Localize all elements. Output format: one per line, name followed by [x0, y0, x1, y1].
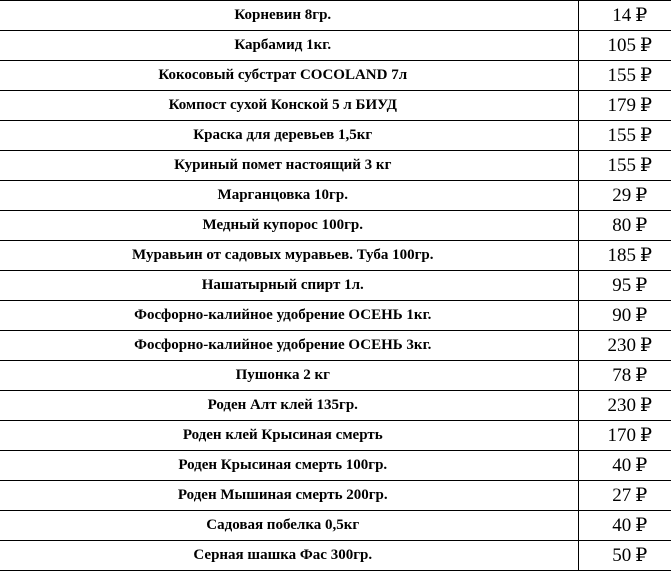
currency-symbol: ₽: [635, 545, 648, 566]
price-value: 40: [612, 515, 632, 536]
currency-symbol: ₽: [639, 395, 653, 416]
price-value: 90: [612, 305, 632, 326]
price-value: 170: [607, 425, 636, 446]
product-price-cell: [578, 91, 671, 121]
currency-symbol: ₽: [635, 275, 648, 296]
product-price-cell: [578, 271, 671, 301]
price-value: 50: [612, 545, 632, 566]
table-row: [0, 421, 671, 451]
product-price-cell: [578, 1, 671, 31]
product-name: Фосфорно-калийное удобрение ОСЕНЬ 3кг.: [0, 331, 578, 361]
currency-symbol: ₽: [639, 125, 653, 146]
product-name: Пушонка 2 кг: [0, 361, 578, 391]
table-row: [0, 301, 671, 331]
product-name: Краска для деревьев 1,5кг: [0, 121, 578, 151]
price-value: 29: [612, 185, 632, 206]
product-name: Роден Крысиная смерть 100гр.: [0, 451, 578, 481]
product-price-cell: [578, 151, 671, 181]
product-name: Куриный помет настоящий 3 кг: [0, 151, 578, 181]
price-value: 80: [612, 215, 632, 236]
currency-symbol: ₽: [639, 335, 653, 356]
price-value: 155: [607, 65, 636, 86]
table-row: [0, 541, 671, 571]
price-value: 155: [607, 155, 636, 176]
table-row: [0, 481, 671, 511]
price-value: 230: [607, 395, 636, 416]
product-name: Карбамид 1кг.: [0, 31, 578, 61]
price-value: 105: [607, 35, 636, 56]
currency-symbol: ₽: [635, 515, 648, 536]
product-price-cell: [578, 391, 671, 421]
currency-symbol: ₽: [635, 485, 648, 506]
table-row: [0, 391, 671, 421]
table-row: [0, 91, 671, 121]
table-row: [0, 511, 671, 541]
price-value: 27: [612, 485, 632, 506]
table-row: [0, 61, 671, 91]
product-name: Роден Мышиная смерть 200гр.: [0, 481, 578, 511]
product-price-cell: [578, 481, 671, 511]
product-name: Марганцовка 10гр.: [0, 181, 578, 211]
table-row: [0, 211, 671, 241]
product-price-cell: [578, 241, 671, 271]
table-row: [0, 331, 671, 361]
price-value: 230: [607, 335, 636, 356]
currency-symbol: ₽: [639, 245, 653, 266]
currency-symbol: ₽: [635, 5, 648, 26]
price-value: 179: [607, 95, 636, 116]
price-value: 14: [612, 5, 632, 26]
table-row: [0, 151, 671, 181]
product-name: Кокосовый субстрат COCOLAND 7л: [0, 61, 578, 91]
product-name: Нашатырный спирт 1л.: [0, 271, 578, 301]
table-row: [0, 361, 671, 391]
product-name: Серная шашка Фас 300гр.: [0, 541, 578, 571]
currency-symbol: ₽: [635, 455, 648, 476]
product-name: Садовая побелка 0,5кг: [0, 511, 578, 541]
price-table-body: [0, 1, 671, 571]
product-name: Муравьин от садовых муравьев. Туба 100гр.: [0, 241, 578, 271]
product-price-cell: [578, 331, 671, 361]
currency-symbol: ₽: [639, 425, 653, 446]
table-row: [0, 241, 671, 271]
product-price-cell: [578, 61, 671, 91]
product-price-cell: [578, 301, 671, 331]
product-name: Фосфорно-калийное удобрение ОСЕНЬ 1кг.: [0, 301, 578, 331]
product-price-cell: [578, 511, 671, 541]
currency-symbol: ₽: [635, 305, 648, 326]
product-price-cell: [578, 361, 671, 391]
product-name: Медный купорос 100гр.: [0, 211, 578, 241]
currency-symbol: ₽: [639, 65, 653, 86]
product-price-cell: [578, 121, 671, 151]
currency-symbol: ₽: [635, 365, 648, 386]
product-name: Роден клей Крысиная смерть: [0, 421, 578, 451]
table-row: [0, 181, 671, 211]
product-price-cell: [578, 421, 671, 451]
product-price-cell: [578, 451, 671, 481]
table-row: [0, 121, 671, 151]
table-row: [0, 1, 671, 31]
price-value: 185: [607, 245, 636, 266]
product-name: Корневин 8гр.: [0, 1, 578, 31]
currency-symbol: ₽: [635, 215, 648, 236]
price-value: 40: [612, 455, 632, 476]
currency-symbol: ₽: [635, 185, 648, 206]
table-row: [0, 451, 671, 481]
product-price-cell: [578, 541, 671, 571]
price-value: 155: [607, 125, 636, 146]
product-price-cell: [578, 31, 671, 61]
price-value: 95: [612, 275, 632, 296]
product-name: Роден Алт клей 135гр.: [0, 391, 578, 421]
price-value: 78: [612, 365, 632, 386]
product-price-cell: [578, 181, 671, 211]
currency-symbol: ₽: [639, 35, 653, 56]
currency-symbol: ₽: [639, 155, 653, 176]
currency-symbol: ₽: [639, 95, 653, 116]
product-price-cell: [578, 211, 671, 241]
product-name: Компост сухой Конской 5 л БИУД: [0, 91, 578, 121]
table-row: [0, 31, 671, 61]
table-row: [0, 271, 671, 301]
